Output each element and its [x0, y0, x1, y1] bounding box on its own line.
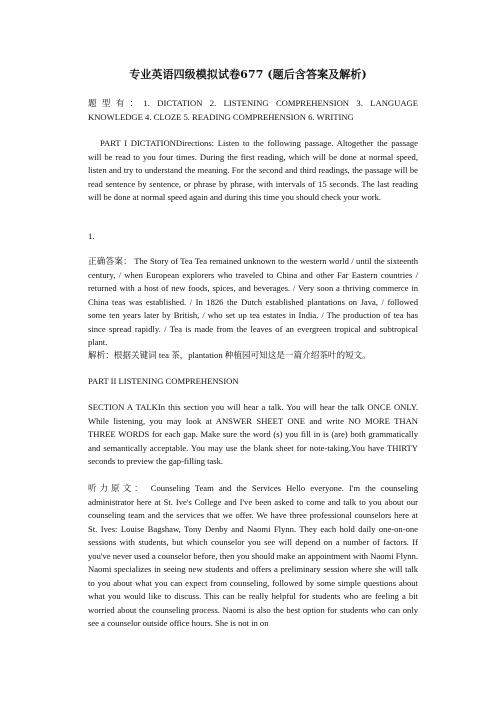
part2-heading: PART II LISTENING COMPREHENSION: [88, 376, 239, 386]
answer-text: 正确答案： The Story of Tea Tea remained unknown to the western world / until the sixteenth century, / when European explorers who traveled to China and other Far Eastern countries / returned with a host of new foods, spices, and beverages. / Very soon a thriving commerce in China teas was established. / In 1826 the Dutch established plantations on Java, / followed some ten years later by British, / who set up tea estates in India. / The production of tea has since spread rapidly. / Tea is made from the leaves of an evergreen tropical and subtropical plant.: [88, 256, 418, 347]
section-a-directions: SECTION A TALKIn this section you will hear a talk. You will hear the talk ONCE ONLY. While listening, you may look at ANSWER SHEET ONE and write NO MORE THAN THREE WORDS for each gap. Make sure the word (s) you fill in is (are) both grammatically and semantically acceptable. You may use the blank sheet for note-taking.You have THIRTY seconds to preview the gap-filling task.: [88, 402, 418, 466]
question-types: 题型有：1. DICTATION 2. LISTENING COMPREHENSION 3. LANGUAGE KNOWLEDGE 4. CLOZE 5. READING COMPREHENSION 6. WRITING: [88, 98, 418, 122]
part1-directions: PART I DICTATIONDirections: Listen to the following passage. Altogether the passage will be read to you four times. During the first reading, which will be done at normal speed, listen and try to understand the meaning. For the second and third readings, the passage will be read sentence by sentence, or phrase by phrase, with intervals of 15 seconds. The last reading will be done at normal speed again and during this time you should check your work.: [88, 138, 418, 202]
item-number: 1.: [88, 231, 95, 241]
analysis-text: 解析：根据关键词 tea 茶，plantation 种植园可知这是一篇介绍茶叶的短文。: [88, 350, 371, 360]
document-title: 专业英语四级模拟试卷677 (题后含答案及解析): [129, 68, 367, 81]
transcript-text: 听力原文： Counseling Team and the Services Hello everyone. I'm the counseling administrator here at St. Ive's College and I've been asked to come and talk to you about our counseling team and the services that we offer. We have three professional counselors here at St. Ives: Louise Bagshaw, Tony Denby and Naomi Flynn. They each hold daily one-on-one sessions with students, but which counselor you see will depend on a number of factors. If you've never used a counselor before, then you should make an appointment with Naomi Flynn. Naomi specializes in seeing new students and offers a preliminary session where she will talk to you about what you can expect from counseling, followed by some simple questions about what you would like to discuss. This can be really helpful for students who are feeling a bit worried about the counseling process. Naomi is also the best option for students who can only see a counselor outside office hours. She is not in on: [88, 483, 418, 628]
